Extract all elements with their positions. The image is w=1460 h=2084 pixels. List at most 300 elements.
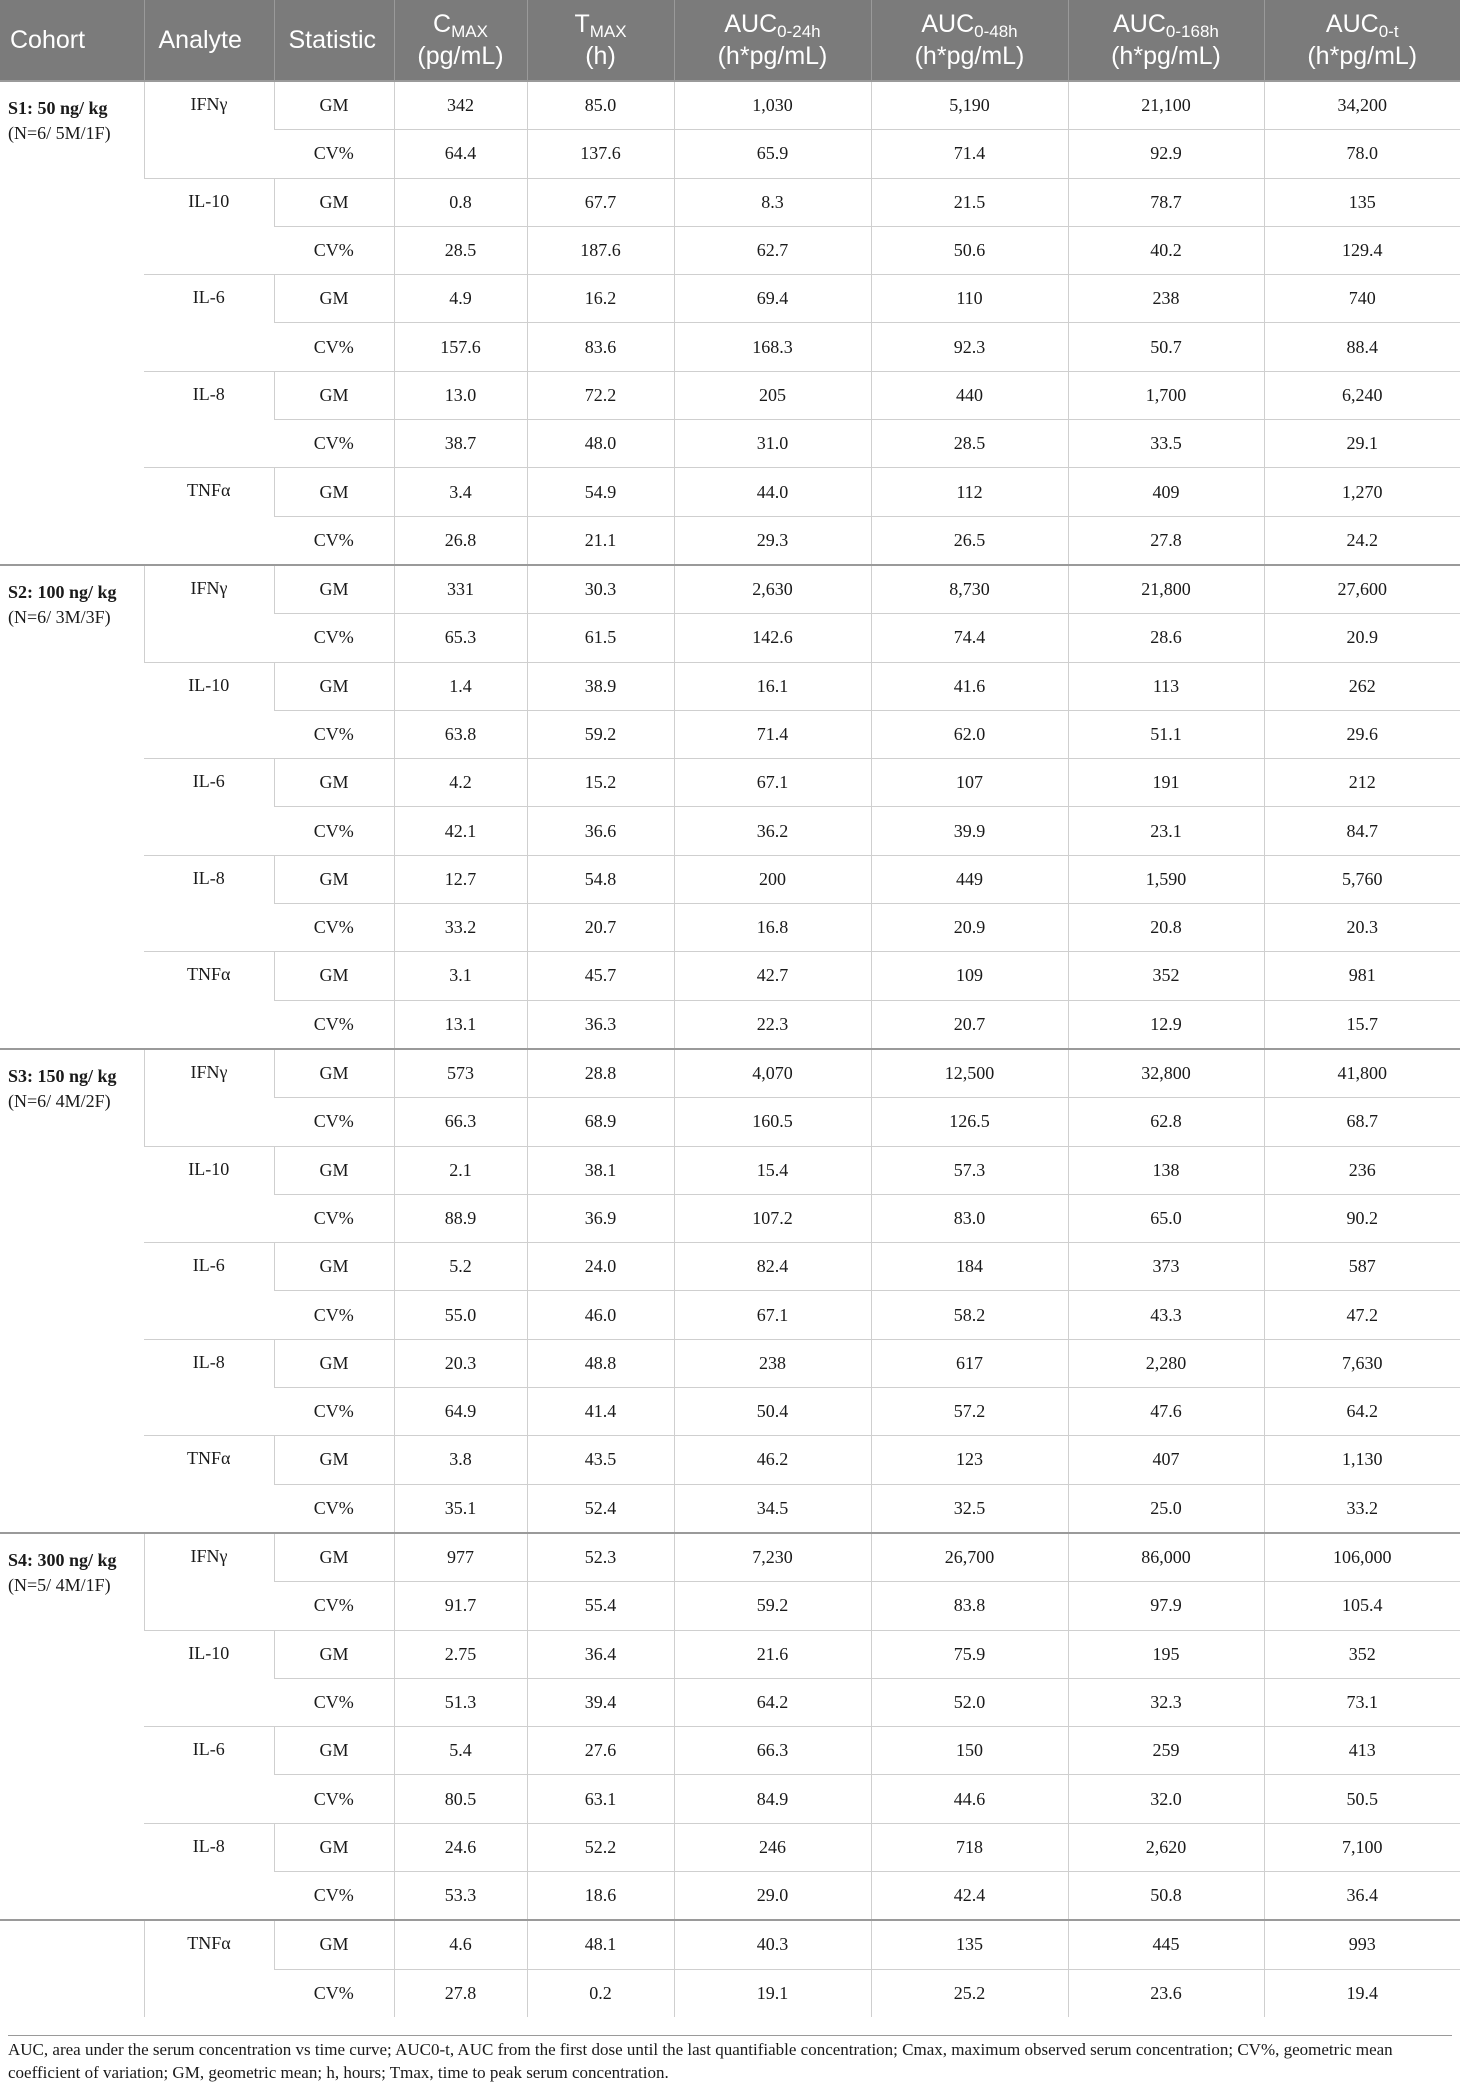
- value-cell: 64.2: [674, 1678, 871, 1726]
- value-cell: 64.9: [394, 1388, 527, 1436]
- value-cell: 80.5: [394, 1775, 527, 1823]
- value-cell: 41.4: [527, 1388, 674, 1436]
- value-cell: 2,280: [1068, 1339, 1264, 1387]
- value-cell: 23.6: [1068, 1969, 1264, 2017]
- value-cell: 352: [1068, 952, 1264, 1000]
- value-cell: 65.3: [394, 614, 527, 662]
- value-cell: 97.9: [1068, 1582, 1264, 1630]
- value-cell: 66.3: [674, 1727, 871, 1775]
- value-cell: 67.1: [674, 759, 871, 807]
- analyte-cell: IL-8: [144, 1823, 274, 1920]
- value-cell: 68.9: [527, 1098, 674, 1146]
- value-cell: 19.4: [1264, 1969, 1460, 2017]
- value-cell: 40.2: [1068, 226, 1264, 274]
- value-cell: 59.2: [527, 710, 674, 758]
- value-cell: 262: [1264, 662, 1460, 710]
- value-cell: 107: [871, 759, 1068, 807]
- value-cell: 126.5: [871, 1098, 1068, 1146]
- value-cell: 21.1: [527, 516, 674, 565]
- value-cell: 212: [1264, 759, 1460, 807]
- value-cell: 21,100: [1068, 81, 1264, 130]
- value-cell: 30.3: [527, 565, 674, 614]
- statistic-cell: GM: [274, 1243, 394, 1291]
- value-cell: 24.6: [394, 1823, 527, 1871]
- value-cell: 41,800: [1264, 1049, 1460, 1098]
- analyte-cell: IL-8: [144, 1339, 274, 1436]
- table-row: [0, 1146, 1460, 1194]
- table-row: [0, 81, 1460, 130]
- col-header-analyte: Analyte: [144, 0, 274, 81]
- value-cell: 36.9: [527, 1194, 674, 1242]
- value-cell: 25.2: [871, 1969, 1068, 2017]
- statistic-cell: GM: [274, 855, 394, 903]
- value-cell: 26,700: [871, 1533, 1068, 1582]
- statistic-cell: GM: [274, 371, 394, 419]
- value-cell: 160.5: [674, 1098, 871, 1146]
- col-header-auc-0-168h: $AUC_{0-168h}$ (h*pg/mL): [1068, 0, 1264, 81]
- table-row: [0, 1436, 1460, 1484]
- table-row: [0, 1920, 1460, 1969]
- value-cell: 27.8: [1068, 516, 1264, 565]
- value-cell: 62.0: [871, 710, 1068, 758]
- value-cell: 88.9: [394, 1194, 527, 1242]
- value-cell: 31.0: [674, 420, 871, 468]
- value-cell: 47.2: [1264, 1291, 1460, 1339]
- value-cell: 44.0: [674, 468, 871, 516]
- statistic-cell: GM: [274, 1823, 394, 1871]
- value-cell: 16.2: [527, 275, 674, 323]
- value-cell: 195: [1068, 1630, 1264, 1678]
- value-cell: 2.1: [394, 1146, 527, 1194]
- value-cell: 15.2: [527, 759, 674, 807]
- statistic-cell: GM: [274, 952, 394, 1000]
- value-cell: 12.7: [394, 855, 527, 903]
- statistic-cell: CV%: [274, 1678, 394, 1726]
- value-cell: 36.4: [527, 1630, 674, 1678]
- value-cell: 27.6: [527, 1727, 674, 1775]
- statistic-cell: GM: [274, 1920, 394, 1969]
- value-cell: 22.3: [674, 1000, 871, 1049]
- statistic-cell: GM: [274, 1630, 394, 1678]
- value-cell: 20.7: [871, 1000, 1068, 1049]
- value-cell: 74.4: [871, 614, 1068, 662]
- cohort-label: S4: 300 ng/ kg: [8, 1549, 117, 1570]
- value-cell: 184: [871, 1243, 1068, 1291]
- value-cell: 38.7: [394, 420, 527, 468]
- value-cell: 1.4: [394, 662, 527, 710]
- value-cell: 61.5: [527, 614, 674, 662]
- col-header-tmax: $T_{MAX}$ (h): [527, 0, 674, 81]
- value-cell: 238: [1068, 275, 1264, 323]
- value-cell: 62.8: [1068, 1098, 1264, 1146]
- value-cell: 42.7: [674, 952, 871, 1000]
- value-cell: 138: [1068, 1146, 1264, 1194]
- analyte-cell: IL-10: [144, 178, 274, 275]
- value-cell: 54.9: [527, 468, 674, 516]
- cohort-label: S1: 50 ng/ kg: [8, 98, 108, 118]
- value-cell: 91.7: [394, 1582, 527, 1630]
- col-header-auc-0-t: $AUC_{0-t}$ (h*pg/mL): [1264, 0, 1460, 81]
- statistic-cell: GM: [274, 1049, 394, 1098]
- value-cell: 740: [1264, 275, 1460, 323]
- statistic-cell: CV%: [274, 1291, 394, 1339]
- value-cell: 445: [1068, 1920, 1264, 1969]
- analyte-cell: IFNγ: [144, 1533, 274, 1630]
- value-cell: 39.4: [527, 1678, 674, 1726]
- value-cell: 71.4: [674, 710, 871, 758]
- value-cell: 1,700: [1068, 371, 1264, 419]
- value-cell: 5.2: [394, 1243, 527, 1291]
- value-cell: 373: [1068, 1243, 1264, 1291]
- cohort-cell: [0, 565, 144, 1049]
- value-cell: 57.2: [871, 1388, 1068, 1436]
- value-cell: 15.7: [1264, 1000, 1460, 1049]
- table-body: [0, 81, 1460, 2017]
- value-cell: 191: [1068, 759, 1264, 807]
- header-row: [0, 0, 1460, 81]
- value-cell: 34.5: [674, 1484, 871, 1533]
- value-cell: 51.1: [1068, 710, 1264, 758]
- value-cell: 63.8: [394, 710, 527, 758]
- value-cell: 3.8: [394, 1436, 527, 1484]
- analyte-cell: IL-6: [144, 1243, 274, 1340]
- value-cell: 5,760: [1264, 855, 1460, 903]
- analyte-cell: IFNγ: [144, 81, 274, 178]
- value-cell: 13.0: [394, 371, 527, 419]
- value-cell: 18.6: [527, 1871, 674, 1920]
- value-cell: 26.8: [394, 516, 527, 565]
- value-cell: 2,630: [674, 565, 871, 614]
- cohort-cell: [0, 1533, 144, 1920]
- value-cell: 1,590: [1068, 855, 1264, 903]
- value-cell: 137.6: [527, 130, 674, 178]
- statistic-cell: GM: [274, 81, 394, 130]
- analyte-cell: IL-8: [144, 855, 274, 952]
- value-cell: 3.1: [394, 952, 527, 1000]
- cohort-n: (N=5/ 4M/1F): [8, 1574, 111, 1595]
- value-cell: 4.9: [394, 275, 527, 323]
- value-cell: 993: [1264, 1920, 1460, 1969]
- value-cell: 407: [1068, 1436, 1264, 1484]
- value-cell: 8.3: [674, 178, 871, 226]
- value-cell: 150: [871, 1727, 1068, 1775]
- value-cell: 41.6: [871, 662, 1068, 710]
- value-cell: 6,240: [1264, 371, 1460, 419]
- value-cell: 27,600: [1264, 565, 1460, 614]
- value-cell: 1,130: [1264, 1436, 1460, 1484]
- value-cell: 718: [871, 1823, 1068, 1871]
- table-footnote: AUC, area under the serum concentration vs time curve; AUC0-t, AUC from the first dose until the last quantifiable concentration; Cmax, maximum observed serum concentration; CV%, geometric mean coefficient of variation; GM, geometric mean; h, hours; Tmax, time to peak serum concentration.: [8, 2035, 1452, 2084]
- value-cell: 135: [871, 1920, 1068, 1969]
- value-cell: 55.4: [527, 1582, 674, 1630]
- value-cell: 20.9: [871, 904, 1068, 952]
- value-cell: 78.0: [1264, 130, 1460, 178]
- value-cell: 32,800: [1068, 1049, 1264, 1098]
- value-cell: 27.8: [394, 1969, 527, 2017]
- value-cell: 5,190: [871, 81, 1068, 130]
- value-cell: 92.9: [1068, 130, 1264, 178]
- value-cell: 50.6: [871, 226, 1068, 274]
- analyte-cell: IFNγ: [144, 1049, 274, 1146]
- analyte-cell: TNFα: [144, 1920, 274, 2017]
- value-cell: 573: [394, 1049, 527, 1098]
- value-cell: 352: [1264, 1630, 1460, 1678]
- value-cell: 43.3: [1068, 1291, 1264, 1339]
- value-cell: 29.6: [1264, 710, 1460, 758]
- cohort-cell: [0, 1049, 144, 1533]
- value-cell: 39.9: [871, 807, 1068, 855]
- value-cell: 42.4: [871, 1871, 1068, 1920]
- value-cell: 236: [1264, 1146, 1460, 1194]
- value-cell: 7,100: [1264, 1823, 1460, 1871]
- value-cell: 63.1: [527, 1775, 674, 1823]
- value-cell: 38.1: [527, 1146, 674, 1194]
- statistic-cell: CV%: [274, 226, 394, 274]
- value-cell: 82.4: [674, 1243, 871, 1291]
- value-cell: 20.8: [1068, 904, 1264, 952]
- statistic-cell: GM: [274, 1436, 394, 1484]
- analyte-cell: TNFα: [144, 468, 274, 565]
- statistic-cell: GM: [274, 1727, 394, 1775]
- value-cell: 20.7: [527, 904, 674, 952]
- value-cell: 21.6: [674, 1630, 871, 1678]
- value-cell: 62.7: [674, 226, 871, 274]
- analyte-cell: IL-8: [144, 371, 274, 468]
- statistic-cell: GM: [274, 1146, 394, 1194]
- value-cell: 88.4: [1264, 323, 1460, 371]
- value-cell: 40.3: [674, 1920, 871, 1969]
- value-cell: 12,500: [871, 1049, 1068, 1098]
- table-row: [0, 565, 1460, 614]
- statistic-cell: CV%: [274, 710, 394, 758]
- value-cell: 205: [674, 371, 871, 419]
- value-cell: 587: [1264, 1243, 1460, 1291]
- statistic-cell: GM: [274, 178, 394, 226]
- value-cell: 52.2: [527, 1823, 674, 1871]
- value-cell: 46.0: [527, 1291, 674, 1339]
- statistic-cell: GM: [274, 1533, 394, 1582]
- table-row: [0, 1823, 1460, 1871]
- statistic-cell: CV%: [274, 1775, 394, 1823]
- statistic-cell: GM: [274, 662, 394, 710]
- value-cell: 187.6: [527, 226, 674, 274]
- value-cell: 32.5: [871, 1484, 1068, 1533]
- value-cell: 2.75: [394, 1630, 527, 1678]
- value-cell: 28.5: [871, 420, 1068, 468]
- value-cell: 85.0: [527, 81, 674, 130]
- statistic-cell: CV%: [274, 516, 394, 565]
- analyte-cell: IL-10: [144, 1630, 274, 1727]
- value-cell: 0.2: [527, 1969, 674, 2017]
- value-cell: 2,620: [1068, 1823, 1264, 1871]
- value-cell: 36.6: [527, 807, 674, 855]
- value-cell: 342: [394, 81, 527, 130]
- value-cell: 67.1: [674, 1291, 871, 1339]
- statistic-cell: CV%: [274, 1871, 394, 1920]
- value-cell: 78.7: [1068, 178, 1264, 226]
- statistic-cell: CV%: [274, 323, 394, 371]
- value-cell: 106,000: [1264, 1533, 1460, 1582]
- value-cell: 3.4: [394, 468, 527, 516]
- value-cell: 20.9: [1264, 614, 1460, 662]
- value-cell: 72.2: [527, 371, 674, 419]
- value-cell: 51.3: [394, 1678, 527, 1726]
- value-cell: 21.5: [871, 178, 1068, 226]
- table-row: [0, 1049, 1460, 1098]
- statistic-cell: CV%: [274, 1969, 394, 2017]
- value-cell: 44.6: [871, 1775, 1068, 1823]
- value-cell: 331: [394, 565, 527, 614]
- cohort-label: S2: 100 ng/ kg: [8, 581, 117, 602]
- value-cell: 109: [871, 952, 1068, 1000]
- value-cell: 52.3: [527, 1533, 674, 1582]
- value-cell: 23.1: [1068, 807, 1264, 855]
- value-cell: 52.4: [527, 1484, 674, 1533]
- analyte-cell: TNFα: [144, 1436, 274, 1533]
- value-cell: 8,730: [871, 565, 1068, 614]
- value-cell: 28.6: [1068, 614, 1264, 662]
- value-cell: 168.3: [674, 323, 871, 371]
- value-cell: 33.2: [394, 904, 527, 952]
- value-cell: 54.8: [527, 855, 674, 903]
- value-cell: 0.8: [394, 178, 527, 226]
- col-header-statistic: Statistic: [274, 0, 394, 81]
- value-cell: 19.1: [674, 1969, 871, 2017]
- value-cell: 33.2: [1264, 1484, 1460, 1533]
- value-cell: 84.7: [1264, 807, 1460, 855]
- table-row: [0, 1630, 1460, 1678]
- value-cell: 409: [1068, 468, 1264, 516]
- value-cell: 47.6: [1068, 1388, 1264, 1436]
- value-cell: 50.8: [1068, 1871, 1264, 1920]
- analyte-cell: IL-6: [144, 759, 274, 856]
- statistic-cell: GM: [274, 1339, 394, 1387]
- value-cell: 36.2: [674, 807, 871, 855]
- value-cell: 83.8: [871, 1582, 1068, 1630]
- table-row: [0, 759, 1460, 807]
- value-cell: 42.1: [394, 807, 527, 855]
- value-cell: 55.0: [394, 1291, 527, 1339]
- value-cell: 25.0: [1068, 1484, 1264, 1533]
- value-cell: 48.0: [527, 420, 674, 468]
- value-cell: 12.9: [1068, 1000, 1264, 1049]
- value-cell: 64.4: [394, 130, 527, 178]
- value-cell: 86,000: [1068, 1533, 1264, 1582]
- value-cell: 33.5: [1068, 420, 1264, 468]
- value-cell: 617: [871, 1339, 1068, 1387]
- col-header-cohort: Cohort: [0, 0, 144, 81]
- statistic-cell: GM: [274, 468, 394, 516]
- value-cell: 977: [394, 1533, 527, 1582]
- analyte-cell: IFNγ: [144, 565, 274, 662]
- value-cell: 28.8: [527, 1049, 674, 1098]
- value-cell: 36.4: [1264, 1871, 1460, 1920]
- value-cell: 26.5: [871, 516, 1068, 565]
- cohort-label: S3: 150 ng/ kg: [8, 1065, 117, 1086]
- value-cell: 34,200: [1264, 81, 1460, 130]
- value-cell: 110: [871, 275, 1068, 323]
- value-cell: 24.2: [1264, 516, 1460, 565]
- value-cell: 48.8: [527, 1339, 674, 1387]
- statistic-cell: CV%: [274, 1582, 394, 1630]
- cohort-cell: [0, 81, 144, 565]
- value-cell: 413: [1264, 1727, 1460, 1775]
- value-cell: 52.0: [871, 1678, 1068, 1726]
- value-cell: 59.2: [674, 1582, 871, 1630]
- value-cell: 64.2: [1264, 1388, 1460, 1436]
- table-row: [0, 468, 1460, 516]
- value-cell: 1,270: [1264, 468, 1460, 516]
- value-cell: 200: [674, 855, 871, 903]
- value-cell: 53.3: [394, 1871, 527, 1920]
- statistic-cell: CV%: [274, 1194, 394, 1242]
- value-cell: 105.4: [1264, 1582, 1460, 1630]
- value-cell: 5.4: [394, 1727, 527, 1775]
- statistic-cell: CV%: [274, 1388, 394, 1436]
- value-cell: 21,800: [1068, 565, 1264, 614]
- value-cell: 83.0: [871, 1194, 1068, 1242]
- value-cell: 238: [674, 1339, 871, 1387]
- cohort-n: (N=6/ 3M/3F): [8, 606, 111, 627]
- statistic-cell: CV%: [274, 130, 394, 178]
- value-cell: 65.0: [1068, 1194, 1264, 1242]
- statistic-cell: CV%: [274, 1000, 394, 1049]
- value-cell: 449: [871, 855, 1068, 903]
- statistic-cell: CV%: [274, 1098, 394, 1146]
- value-cell: 20.3: [1264, 904, 1460, 952]
- value-cell: 50.7: [1068, 323, 1264, 371]
- value-cell: 1,030: [674, 81, 871, 130]
- value-cell: 69.4: [674, 275, 871, 323]
- table-row: [0, 1727, 1460, 1775]
- value-cell: 90.2: [1264, 1194, 1460, 1242]
- value-cell: 440: [871, 371, 1068, 419]
- table-row: [0, 952, 1460, 1000]
- table-row: [0, 1243, 1460, 1291]
- table-row: [0, 371, 1460, 419]
- statistic-cell: CV%: [274, 807, 394, 855]
- value-cell: 259: [1068, 1727, 1264, 1775]
- value-cell: 75.9: [871, 1630, 1068, 1678]
- cohort-n: (N=6/ 4M/2F): [8, 1090, 111, 1111]
- col-header-auc-0-48h: $AUC_{0-48h}$ (h*pg/mL): [871, 0, 1068, 81]
- value-cell: 46.2: [674, 1436, 871, 1484]
- value-cell: 71.4: [871, 130, 1068, 178]
- value-cell: 32.3: [1068, 1678, 1264, 1726]
- table-row: [0, 855, 1460, 903]
- value-cell: 24.0: [527, 1243, 674, 1291]
- analyte-cell: IL-6: [144, 275, 274, 372]
- value-cell: 48.1: [527, 1920, 674, 1969]
- analyte-cell: IL-10: [144, 662, 274, 759]
- value-cell: 4.2: [394, 759, 527, 807]
- value-cell: 246: [674, 1823, 871, 1871]
- value-cell: 7,630: [1264, 1339, 1460, 1387]
- value-cell: 32.0: [1068, 1775, 1264, 1823]
- value-cell: 16.1: [674, 662, 871, 710]
- value-cell: 29.3: [674, 516, 871, 565]
- value-cell: 157.6: [394, 323, 527, 371]
- value-cell: 123: [871, 1436, 1068, 1484]
- table-row: [0, 662, 1460, 710]
- statistic-cell: GM: [274, 565, 394, 614]
- col-header-auc-0-24h: $AUC_{0-24h}$ (h*pg/mL): [674, 0, 871, 81]
- value-cell: 13.1: [394, 1000, 527, 1049]
- statistic-cell: CV%: [274, 1484, 394, 1533]
- value-cell: 28.5: [394, 226, 527, 274]
- value-cell: 29.0: [674, 1871, 871, 1920]
- value-cell: 73.1: [1264, 1678, 1460, 1726]
